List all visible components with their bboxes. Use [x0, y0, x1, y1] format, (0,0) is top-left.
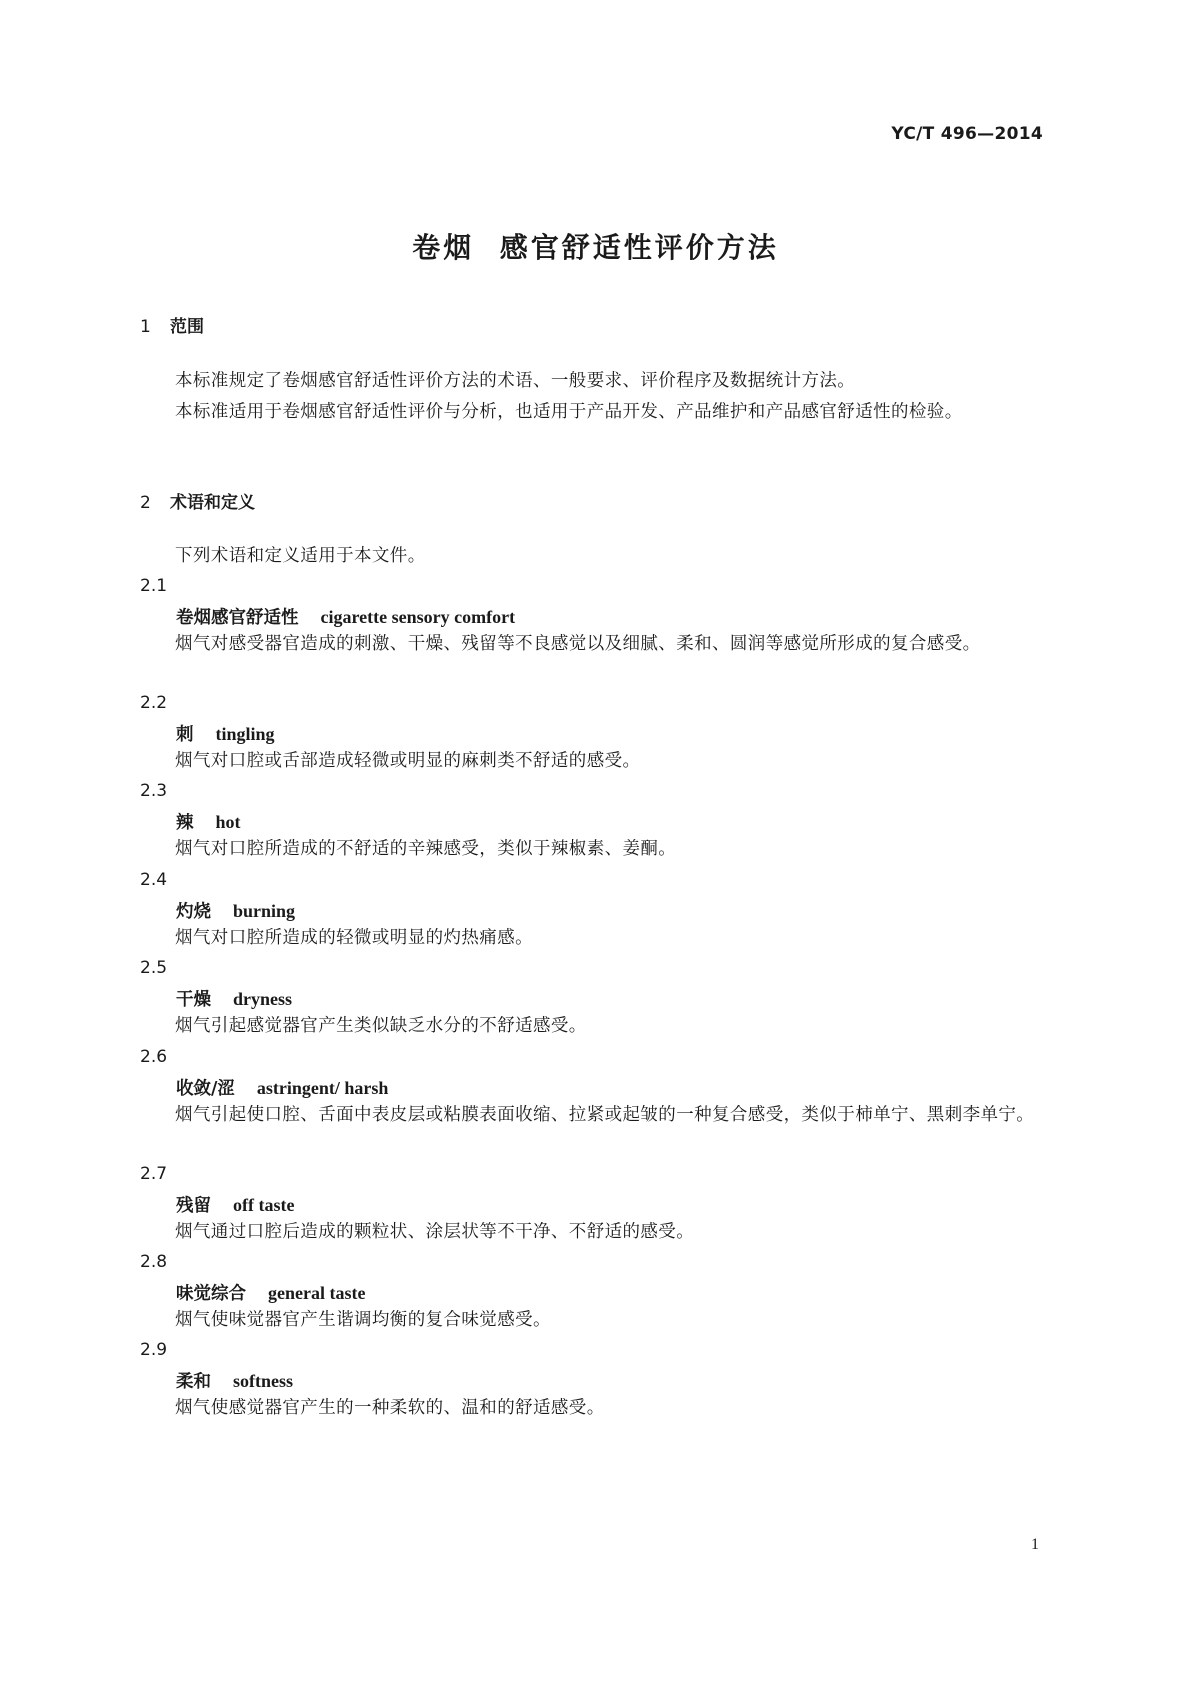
term-definition: 烟气引起感觉器官产生类似缺乏水分的不舒适感受。 — [175, 1016, 587, 1036]
term-definition: 烟气对口腔或舌部造成轻微或明显的麻刺类不舒适的感受。 — [175, 751, 641, 771]
term-number: 2.5 — [140, 958, 168, 978]
term-en: astringent/ harsh — [256, 1078, 389, 1098]
term-definition: 烟气通过口腔后造成的颗粒状、涂层状等不干净、不舒适的感受。 — [175, 1222, 695, 1242]
term-zh: 残留 — [176, 1196, 211, 1216]
term-zh: 辣 — [176, 813, 194, 833]
term-heading — [176, 1280, 365, 1305]
term-heading — [176, 898, 295, 923]
term-en: off taste — [233, 1195, 295, 1215]
term-heading — [176, 1075, 388, 1100]
section-title: 范围 — [170, 317, 204, 337]
term-en: cigarette sensory comfort — [320, 607, 516, 627]
term-heading — [176, 809, 241, 834]
term-number: 2.9 — [140, 1340, 168, 1360]
term-en: hot — [215, 812, 241, 832]
section-1-heading — [140, 312, 204, 337]
term-en: softness — [233, 1371, 294, 1391]
term-definition: 烟气引起使口腔、舌面中表皮层或粘膜表面收缩、拉紧或起皱的一种复合感受，类似于柿单宁、黑刺李单宁。 — [175, 1105, 1035, 1125]
page-number: 1 — [1031, 1536, 1039, 1553]
term-zh: 味觉综合 — [176, 1284, 246, 1304]
term-zh: 刺 — [176, 725, 194, 745]
term-heading — [176, 1192, 294, 1217]
term-number: 2.6 — [140, 1047, 168, 1067]
term-en: burning — [233, 901, 296, 921]
term-en: general taste — [268, 1283, 366, 1303]
term-heading — [176, 604, 515, 629]
term-number: 2.3 — [140, 781, 168, 801]
term-zh: 卷烟感官舒适性 — [176, 608, 299, 628]
term-number: 2.8 — [140, 1252, 168, 1272]
term-zh: 灼烧 — [176, 902, 211, 922]
term-definition: 烟气使味觉器官产生谐调均衡的复合味觉感受。 — [175, 1310, 551, 1330]
paragraph: 下列术语和定义适用于本文件。 — [175, 546, 426, 566]
term-zh: 柔和 — [176, 1372, 211, 1392]
term-number: 2.2 — [140, 693, 168, 713]
term-heading — [176, 721, 275, 746]
term-number: 2.7 — [140, 1164, 168, 1184]
document-title: 卷烟 感官舒适性评价方法 — [412, 231, 779, 264]
term-number: 2.4 — [140, 870, 168, 890]
term-number: 2.1 — [140, 576, 168, 596]
term-zh: 收敛/涩 — [176, 1079, 235, 1099]
standard-code: YC/T 496—2014 — [891, 124, 1043, 144]
section-2-heading — [140, 488, 255, 513]
term-en: dryness — [233, 989, 293, 1009]
section-number: 2 — [140, 493, 151, 513]
term-heading — [176, 986, 292, 1011]
section-number: 1 — [140, 317, 151, 337]
term-definition: 烟气对口腔所造成的不舒适的辛辣感受，类似于辣椒素、姜酮。 — [175, 839, 677, 859]
term-en: tingling — [215, 724, 275, 744]
section-title: 术语和定义 — [170, 493, 255, 513]
paragraph: 本标准适用于卷烟感官舒适性评价与分析，也适用于产品开发、产品维护和产品感官舒适性的检验。 — [175, 402, 963, 422]
term-zh: 干燥 — [176, 990, 211, 1010]
term-definition: 烟气对感受器官造成的刺激、干燥、残留等不良感觉以及细腻、柔和、圆润等感觉所形成的复合感受。 — [175, 634, 981, 654]
term-definition: 烟气对口腔所造成的轻微或明显的灼热痛感。 — [175, 928, 533, 948]
term-definition: 烟气使感觉器官产生的一种柔软的、温和的舒适感受。 — [175, 1398, 605, 1418]
paragraph: 本标准规定了卷烟感官舒适性评价方法的术语、一般要求、评价程序及数据统计方法。 — [175, 371, 856, 391]
term-heading — [176, 1368, 293, 1393]
